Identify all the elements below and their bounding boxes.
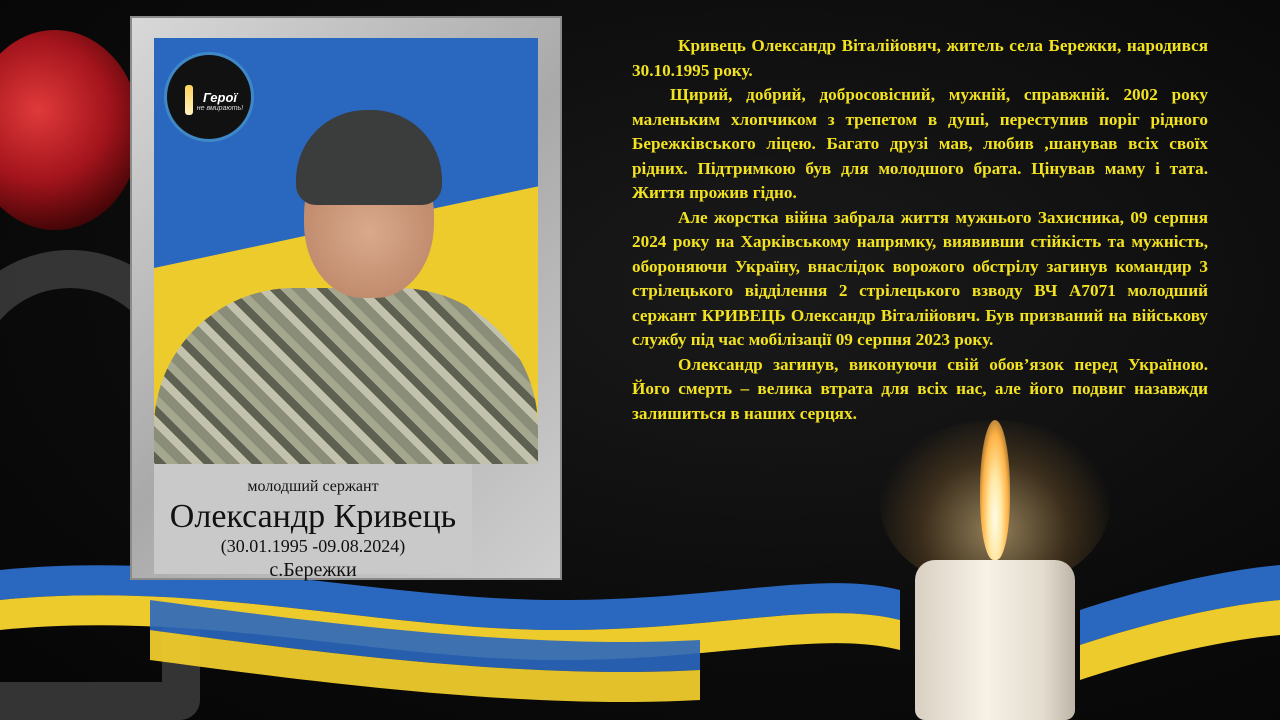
uniform — [154, 288, 538, 464]
paragraph-intro: Кривець Олександр Віталійович, житель села Бережки, народився 30.10.1995 року. — [632, 36, 1208, 80]
name-plate — [154, 464, 472, 581]
badge-title: Герої — [202, 90, 238, 105]
hero-name: Олександр Кривець — [169, 498, 457, 535]
village-label: с.Бережки — [269, 559, 357, 581]
ukrainian-flag-ribbon — [0, 560, 1280, 720]
life-dates: (30.01.1995 -09.08.2024) — [220, 536, 406, 556]
paragraph-tribute: Олександр загинув, виконуючи свій обов’язок перед Україною. Його смерть – велика втрата для всіх нас, але його подвиг назавжди залишиться в наших серцях. — [632, 354, 1208, 423]
rose-decoration — [0, 30, 140, 230]
memorial-candle — [915, 560, 1075, 720]
paragraph-character: Щирий, добрий, добросовісний, мужній, справжній. 2002 року маленьким хлопчиком з трепетом в душі, переступив поріг рідного Бережківського ліцею. Багато друзі мав, любив ,шанував всіх своїх рідних. Підтримкою був для молодшого брата. Цінував маму і тата. Життя прожив гідно. — [632, 85, 1208, 202]
heroes-badge — [164, 52, 254, 142]
memorial-photo-frame — [130, 16, 562, 580]
biography-text — [632, 34, 1208, 426]
candle-flame — [980, 420, 1010, 560]
candle-icon — [185, 85, 193, 115]
portrait-photo — [154, 38, 538, 464]
paragraph-death: Але жорстка війна забрала життя мужнього Захисника, 09 серпня 2024 року на Харківському напрямку, виявивши стійкість та мужність, обороняючи Україну, внаслідок ворожого обстрілу загинув командир 3 стрілецького відділення 2 стрілецького взводу ВЧ А7071 молодший сержант КРИВЕЦЬ Олександр Віталійович. Був призваний на військову службу під час мобілізації 09 серпня 2023 року. — [632, 207, 1208, 349]
rank-label: молодший сержант — [247, 478, 379, 495]
badge-subtitle: не вмирають! — [196, 105, 244, 112]
